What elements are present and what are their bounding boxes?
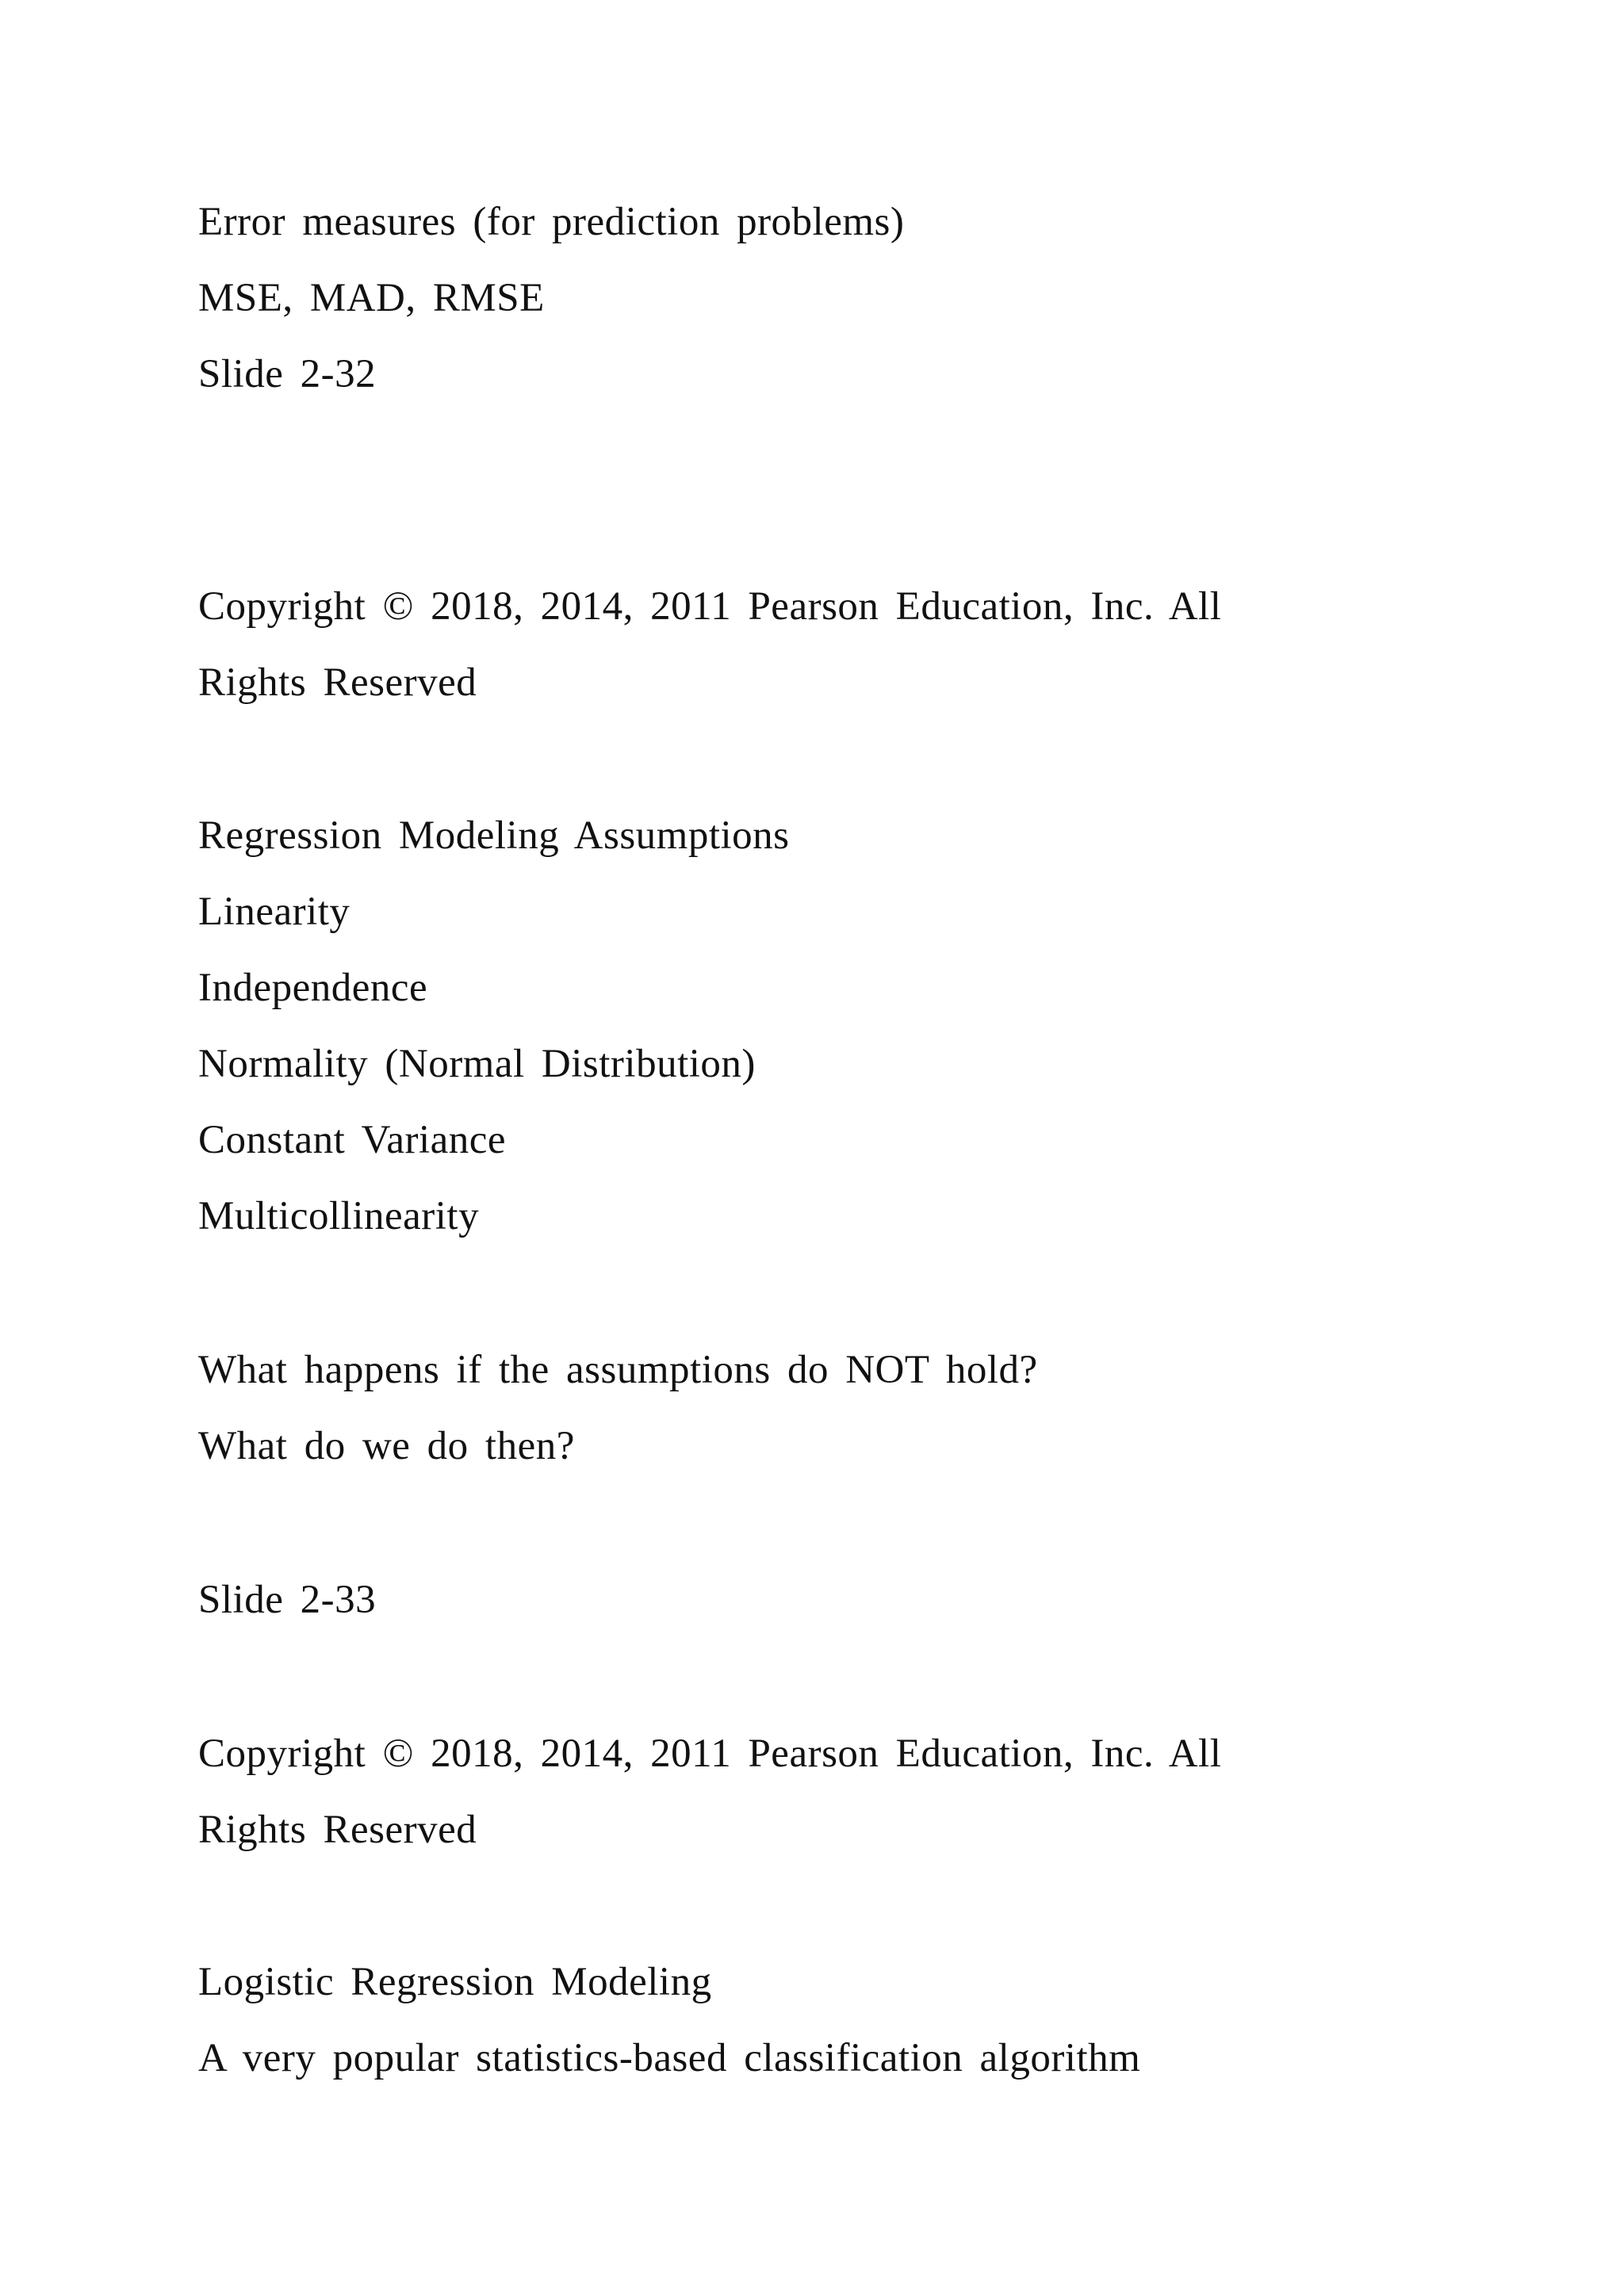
heading-logistic-regression: Logistic Regression Modeling xyxy=(198,1960,712,2004)
text-line-error-measures: Error measures (for prediction problems) xyxy=(198,200,905,244)
slide-number-2-32: Slide 2-32 xyxy=(198,352,377,396)
list-item-multicollinearity: Multicollinearity xyxy=(198,1194,480,1238)
heading-regression-assumptions: Regression Modeling Assumptions xyxy=(198,813,790,858)
copyright-line-continued: Rights Reserved xyxy=(198,660,477,705)
text-line-mse-mad-rmse: MSE, MAD, RMSE xyxy=(198,276,545,320)
text-line-classification-algorithm: A very popular statistics-based classification algorithm xyxy=(198,2036,1141,2080)
question-assumptions-not-hold: What happens if the assumptions do NOT hold? xyxy=(198,1348,1038,1392)
slide-number-2-33: Slide 2-33 xyxy=(198,1578,377,1622)
copyright-line: Copyright © 2018, 2014, 2011 Pearson Education, Inc. All xyxy=(198,584,1222,629)
copyright-line: Copyright © 2018, 2014, 2011 Pearson Education, Inc. All xyxy=(198,1732,1222,1776)
question-what-do-we-do: What do we do then? xyxy=(198,1424,575,1468)
list-item-normality: Normality (Normal Distribution) xyxy=(198,1042,756,1086)
list-item-linearity: Linearity xyxy=(198,890,350,934)
list-item-constant-variance: Constant Variance xyxy=(198,1118,507,1162)
copyright-line-continued: Rights Reserved xyxy=(198,1808,477,1852)
list-item-independence: Independence xyxy=(198,966,428,1010)
